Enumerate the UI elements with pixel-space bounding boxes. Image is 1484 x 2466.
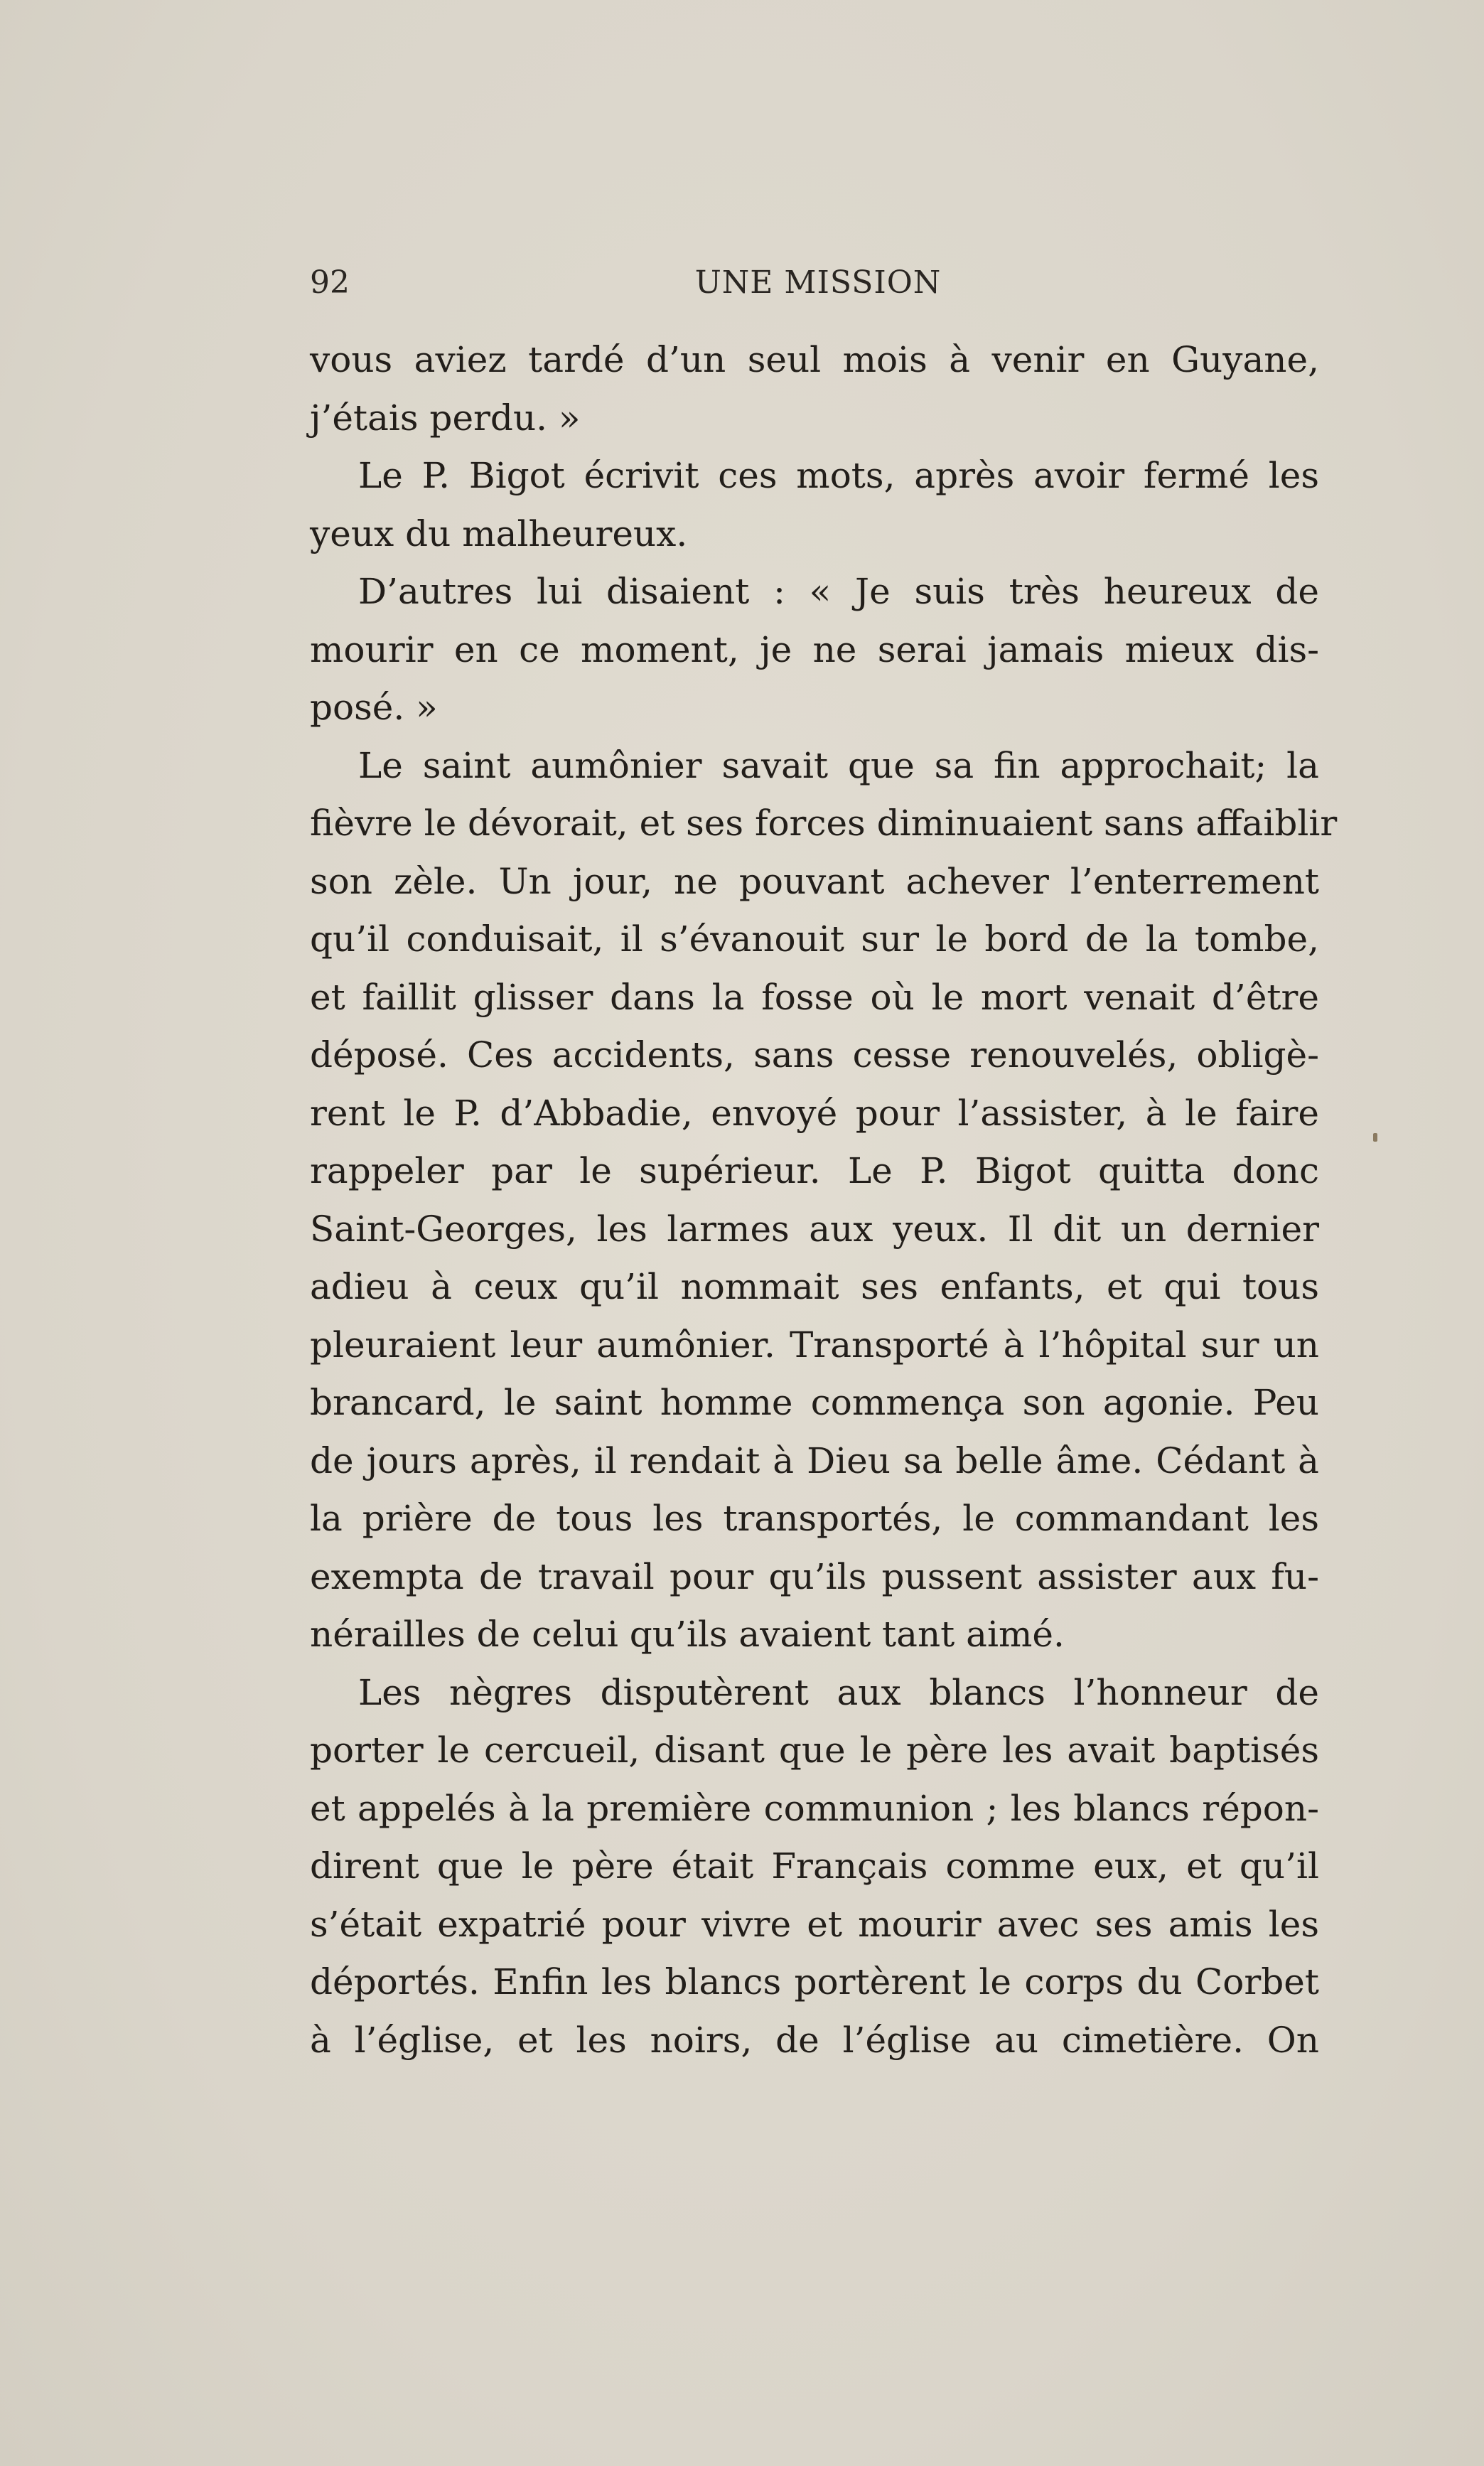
- text-line: déposé. Ces accidents, sans cesse renouvelés, obligè-: [310, 1034, 1319, 1076]
- body-text: [310, 331, 1338, 2069]
- text-line: s’était expatrié pour vivre et mourir avec ses amis les: [310, 1903, 1319, 1945]
- text-line: nérailles de celui qu’ils avaient tant aimé.: [310, 1614, 1065, 1655]
- text-line: Les nègres disputèrent aux blancs l’honneur de: [358, 1671, 1319, 1713]
- text-line: dirent que le père était Français comme eux, et qu’il: [310, 1845, 1319, 1887]
- text-line: mourir en ce moment, je ne serai jamais mieux dis-: [310, 628, 1319, 670]
- text-line: qu’il conduisait, il s’évanouit sur le bord de la tombe,: [310, 918, 1319, 960]
- text-line: la prière de tous les transportés, le commandant les: [310, 1498, 1319, 1539]
- running-title: UNE MISSION: [694, 264, 942, 301]
- text-line: brancard, le saint homme commença son agonie. Peu: [310, 1382, 1319, 1423]
- text-line: rappeler par le supérieur. Le P. Bigot quitta donc: [310, 1150, 1319, 1191]
- text-line: posé. »: [310, 687, 438, 728]
- text-line: pleuraient leur aumônier. Transporté à l’hôpital sur un: [310, 1324, 1319, 1366]
- text-line: Le saint aumônier savait que sa fin approchait; la: [358, 744, 1319, 786]
- text-line: porter le cercueil, disant que le père les avait baptisés: [310, 1730, 1319, 1771]
- text-line: déportés. Enfin les blancs portèrent le corps du Corbet: [310, 1961, 1319, 2003]
- text-line: j’étais perdu. »: [310, 397, 581, 439]
- text-line: Saint-Georges, les larmes aux yeux. Il dit un dernier: [310, 1208, 1319, 1250]
- text-line: rent le P. d’Abbadie, envoyé pour l’assister, à le faire: [310, 1092, 1319, 1134]
- text-line: adieu à ceux qu’il nommait ses enfants, et qui tous: [310, 1266, 1319, 1307]
- text-line: D’autres lui disaient : « Je suis très heureux de: [358, 571, 1319, 612]
- text-line: et faillit glisser dans la fosse où le mort venait d’être: [310, 976, 1319, 1018]
- running-head: [310, 264, 1319, 314]
- text-line: son zèle. Un jour, ne pouvant achever l’enterrement: [310, 860, 1319, 902]
- text-line: à l’église, et les noirs, de l’église au cimetière. On: [310, 2019, 1319, 2061]
- page-number: 92: [310, 264, 350, 301]
- text-line: de jours après, il rendait à Dieu sa belle âme. Cédant à: [310, 1440, 1319, 1481]
- text-line: exempta de travail pour qu’ils pussent assister aux fu-: [310, 1555, 1319, 1597]
- text-line: Le P. Bigot écrivit ces mots, après avoir fermé les: [358, 455, 1319, 496]
- text-line: yeux du malheureux.: [310, 513, 688, 554]
- text-line: fièvre le dévorait, et ses forces diminuaient sans affaiblir: [310, 803, 1338, 844]
- text-line: et appelés à la première communion ; les blancs répon-: [310, 1787, 1319, 1829]
- paper-speck: [1373, 1133, 1377, 1142]
- text-line: vous aviez tardé d’un seul mois à venir en Guyane,: [310, 339, 1319, 380]
